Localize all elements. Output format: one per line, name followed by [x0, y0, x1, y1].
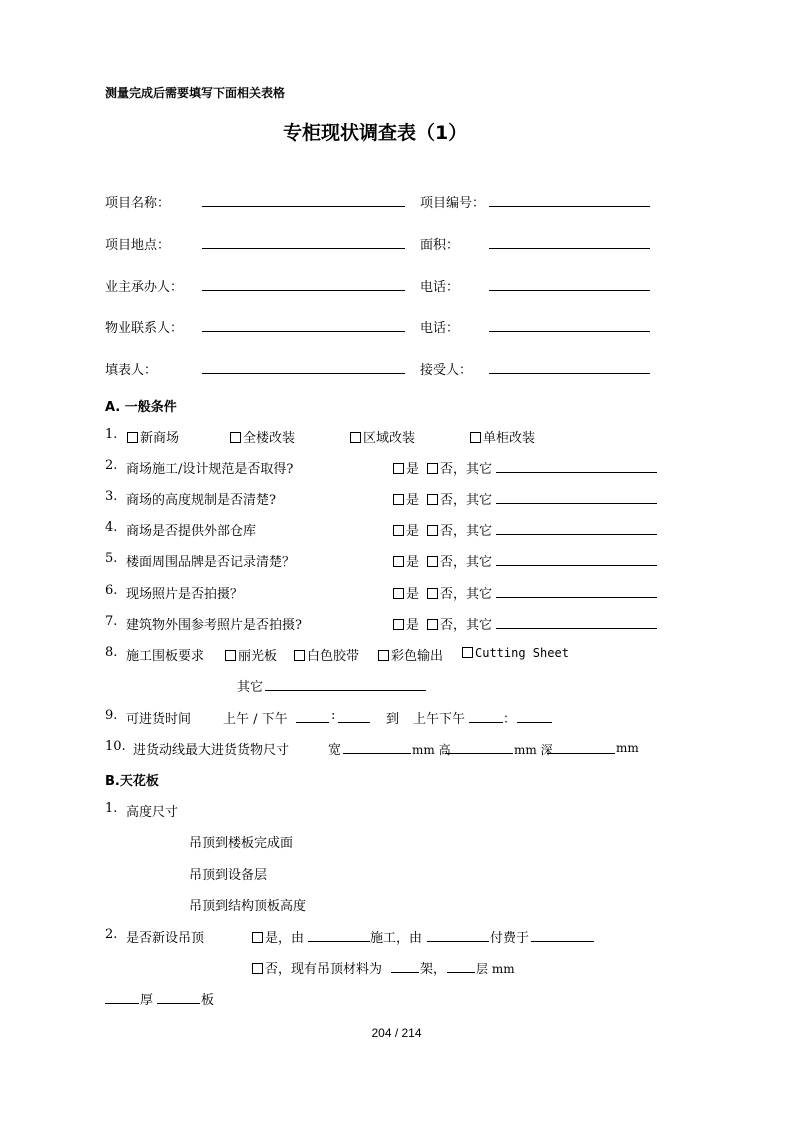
filler-field[interactable] — [202, 373, 405, 374]
other-field[interactable] — [496, 534, 657, 535]
project-site-label: 项目地点： — [105, 238, 171, 253]
b-q2-board-field[interactable] — [157, 1003, 200, 1004]
q1-opt-full-renovation[interactable] — [230, 427, 295, 446]
checkbox-icon — [462, 647, 473, 658]
no-other-label: 否，其它 — [440, 493, 493, 508]
b-q2-frame-label: 架， — [420, 962, 447, 977]
checkbox-icon — [427, 494, 438, 505]
q10-question: 进货动线最大进货货物尺寸 — [133, 743, 290, 758]
project-name-field[interactable] — [202, 206, 405, 207]
project-no-field[interactable] — [489, 206, 650, 207]
owner-contact-label: 业主承办人： — [105, 280, 184, 295]
q9-num: 9. — [105, 708, 118, 723]
q8-opt-label: 白色胶带 — [307, 649, 360, 664]
q8-opt-color-print[interactable] — [378, 645, 443, 664]
yes-label: 是 — [406, 493, 420, 508]
phone1-label: 电话： — [420, 280, 460, 295]
checkbox-icon — [252, 963, 263, 974]
q8-opt-label: 丽光板 — [238, 649, 278, 664]
property-contact-field[interactable] — [202, 331, 405, 332]
header-note: 测量完成后需要填写下面相关表格 — [105, 86, 286, 100]
b-q1-num: 1. — [105, 801, 118, 816]
no-option[interactable] — [427, 551, 492, 570]
checkbox-icon — [230, 432, 241, 443]
filler-label: 填表人： — [105, 363, 158, 378]
b-q1-question: 高度尺寸 — [126, 805, 179, 820]
yes-no-question: 商场的高度规制是否清楚? — [126, 493, 276, 508]
b-q2-question: 是否新设吊顶 — [126, 931, 205, 946]
no-option[interactable] — [427, 583, 492, 602]
yes-no-num: 4. — [105, 520, 118, 535]
b-q2-frame-field[interactable] — [391, 972, 419, 973]
yes-label: 是 — [406, 618, 420, 633]
project-site-field[interactable] — [202, 248, 405, 249]
yes-no-num: 5. — [105, 551, 118, 566]
yes-no-num: 2. — [105, 458, 118, 473]
b-q1-sub-item: 吊顶到结构顶板高度 — [189, 899, 307, 914]
q1-num: 1. — [105, 427, 118, 442]
no-other-label: 否，其它 — [440, 618, 493, 633]
page-number: 204 / 214 — [371, 1026, 422, 1040]
b-q2-layer-label: 层 mm — [476, 962, 515, 976]
yes-no-num: 7. — [105, 614, 118, 629]
q1-opt-label: 单柜改装 — [483, 431, 536, 446]
checkbox-icon — [393, 588, 404, 599]
yes-no-question: 楼面周围品牌是否记录清楚？ — [126, 555, 296, 570]
area-label: 面积： — [420, 238, 460, 253]
yes-option[interactable] — [393, 458, 419, 477]
q10-mm-depth-label: mm 深 — [514, 743, 553, 757]
yes-label: 是 — [406, 555, 420, 570]
q8-opt-white-tape[interactable] — [294, 645, 359, 664]
q1-opt-single-counter[interactable] — [470, 427, 535, 446]
b-q2-thick-field[interactable] — [105, 1003, 139, 1004]
q9-question: 可进货时间 — [126, 712, 192, 727]
phone1-field[interactable] — [489, 290, 650, 291]
checkbox-icon — [427, 463, 438, 474]
owner-contact-field[interactable] — [202, 290, 405, 291]
checkbox-icon — [427, 619, 438, 630]
q9-ampm-1: 上午 / 下午 — [223, 712, 288, 727]
phone2-field[interactable] — [489, 331, 650, 332]
q9-minute-field-1[interactable] — [338, 722, 370, 723]
q1-opt-area-renovation[interactable] — [350, 427, 415, 446]
yes-no-num: 3. — [105, 489, 118, 504]
page-title: 专柜现状调查表（1） — [283, 122, 468, 144]
q8-other-field[interactable] — [265, 690, 426, 691]
checkbox-icon — [127, 432, 138, 443]
checkbox-icon — [252, 932, 263, 943]
yes-option[interactable] — [393, 489, 419, 508]
q8-opt-label: Cutting Sheet — [475, 646, 569, 660]
q1-opt-new-mall[interactable] — [127, 427, 179, 446]
q10-height-field[interactable] — [445, 753, 513, 754]
no-other-label: 否，其它 — [440, 555, 493, 570]
q8-opt-label: 彩色输出 — [391, 649, 444, 664]
checkbox-icon — [393, 556, 404, 567]
q8-question: 施工围板要求 — [126, 649, 205, 664]
project-name-label: 项目名称： — [105, 196, 171, 211]
b-q2-construct-label: 施工，由 — [370, 931, 423, 946]
q10-depth-field[interactable] — [547, 753, 615, 754]
checkbox-icon — [294, 650, 305, 661]
q9-hour-field-1[interactable] — [296, 722, 329, 723]
yes-no-question: 商场施工/设计规范是否取得? — [126, 462, 294, 477]
b-q2-pay-label: 付费于 — [490, 931, 530, 946]
checkbox-icon — [350, 432, 361, 443]
q9-ampm-2: 上午下午 — [413, 712, 466, 727]
q9-hour-field-2[interactable] — [469, 722, 503, 723]
area-field[interactable] — [489, 248, 650, 249]
checkbox-icon — [225, 650, 236, 661]
b-q2-yes-option[interactable] — [252, 927, 304, 946]
b-q2-no-label: 否，现有吊顶材料为 — [265, 962, 383, 977]
q9-colon-2: ： — [503, 712, 517, 727]
b-q2-by-field-1[interactable] — [308, 941, 370, 942]
checkbox-icon — [393, 463, 404, 474]
yes-label: 是 — [406, 524, 420, 539]
q1-opt-label: 新商场 — [140, 431, 180, 446]
other-field[interactable] — [496, 503, 657, 504]
receiver-label: 接受人： — [420, 363, 473, 378]
b-q1-sub-item: 吊顶到楼板完成面 — [189, 836, 294, 851]
yes-no-question: 商场是否提供外部仓库 — [126, 524, 257, 539]
q8-num: 8. — [105, 645, 118, 660]
q10-num: 10. — [105, 739, 126, 754]
section-b-heading: B.天花板 — [105, 774, 159, 789]
b-q2-by-field-2[interactable] — [427, 941, 489, 942]
other-field[interactable] — [496, 628, 657, 629]
other-field[interactable] — [496, 597, 657, 598]
b-q2-layer-field[interactable] — [447, 972, 475, 973]
yes-option[interactable] — [393, 583, 419, 602]
b-q1-sub-item: 吊顶到设备层 — [189, 868, 268, 883]
q10-width-label: 宽 — [328, 743, 342, 758]
q1-opt-label: 全楼改装 — [243, 431, 296, 446]
no-option[interactable] — [427, 520, 492, 539]
yes-option[interactable] — [393, 520, 419, 539]
checkbox-icon — [427, 556, 438, 567]
q9-minute-field-2[interactable] — [517, 722, 552, 723]
phone2-label: 电话： — [420, 321, 460, 336]
checkbox-icon — [470, 432, 481, 443]
section-a-heading: A. 一般条件 — [105, 400, 177, 415]
yes-option[interactable] — [393, 551, 419, 570]
q1-opt-label: 区域改装 — [363, 431, 416, 446]
checkbox-icon — [427, 525, 438, 536]
checkbox-icon — [378, 650, 389, 661]
yes-label: 是 — [406, 587, 420, 602]
q10-mm-height-label: mm 高 — [412, 743, 451, 757]
q9-to: 到 — [386, 712, 400, 727]
q10-mm-unit: mm — [616, 741, 639, 755]
no-other-label: 否，其它 — [440, 524, 493, 539]
b-q2-yes-label: 是，由 — [265, 931, 305, 946]
b-q2-board-label: 板 — [201, 993, 215, 1008]
receiver-field[interactable] — [489, 373, 650, 374]
yes-no-question: 现场照片是否拍摄？ — [126, 587, 244, 602]
q8-other-label: 其它 — [237, 680, 264, 695]
yes-label: 是 — [406, 462, 420, 477]
no-option[interactable] — [427, 489, 492, 508]
checkbox-icon — [427, 588, 438, 599]
no-option[interactable] — [427, 458, 492, 477]
yes-option[interactable] — [393, 614, 419, 633]
q10-width-field[interactable] — [343, 753, 411, 754]
checkbox-icon — [393, 494, 404, 505]
no-other-label: 否，其它 — [440, 587, 493, 602]
q8-opt-cutting-sheet[interactable] — [462, 646, 569, 660]
yes-no-question: 建筑物外围参考照片是否拍摄? — [126, 618, 302, 633]
checkbox-icon — [393, 525, 404, 536]
b-q2-pay-field[interactable] — [531, 941, 594, 942]
property-contact-label: 物业联系人： — [105, 321, 184, 336]
b-q2-num: 2. — [105, 927, 118, 942]
no-other-label: 否，其它 — [440, 462, 493, 477]
checkbox-icon — [393, 619, 404, 630]
q8-opt-laminate[interactable] — [225, 645, 277, 664]
b-q2-thick-label: 厚 — [140, 993, 154, 1008]
b-q2-no-option[interactable] — [252, 958, 382, 977]
project-no-label: 项目编号： — [420, 196, 486, 211]
no-option[interactable] — [427, 614, 492, 633]
q9-colon-1: : — [331, 708, 336, 723]
other-field[interactable] — [496, 472, 657, 473]
yes-no-num: 6. — [105, 583, 118, 598]
other-field[interactable] — [496, 565, 657, 566]
